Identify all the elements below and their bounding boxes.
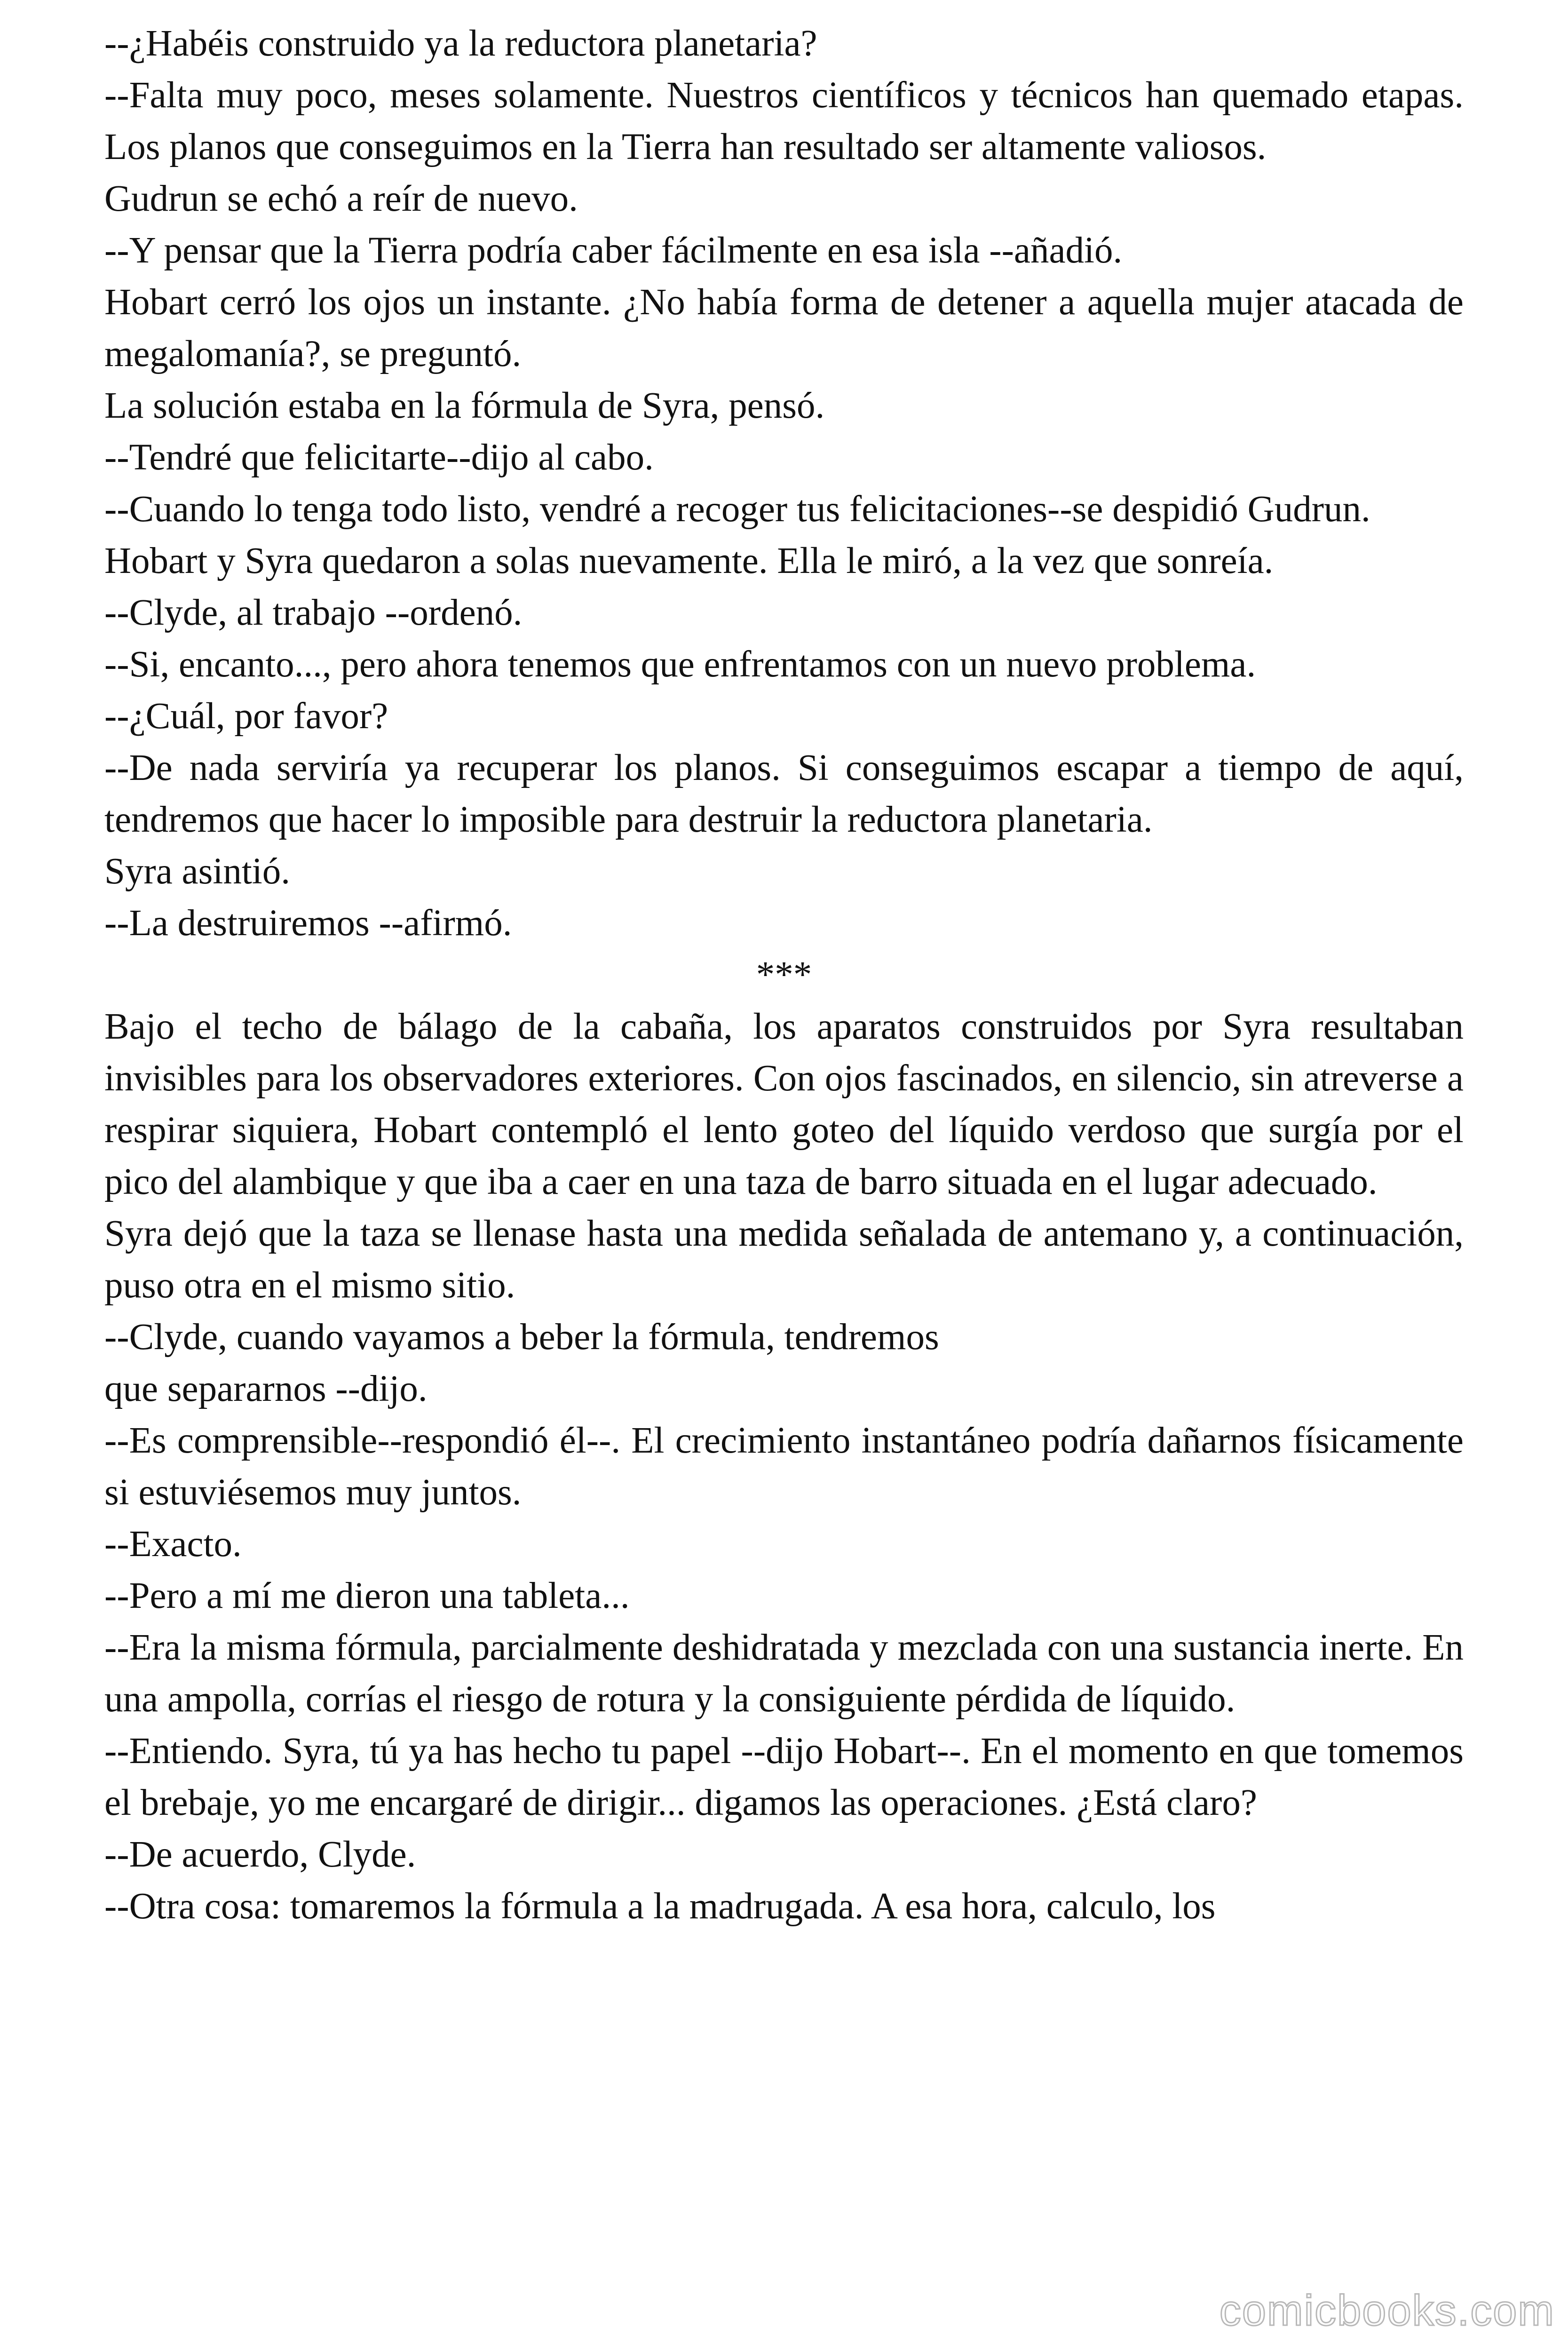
paragraph: --Falta muy poco, meses solamente. Nuestros científicos y técnicos han quemado etapas. Los planos que conseguimos en la Tierra han resultado ser altamente valiosos. [104, 75, 1464, 167]
paragraph: Gudrun se echó a reír de nuevo. [104, 178, 578, 219]
page-body [104, 18, 1464, 1932]
paragraph: --Pero a mí me dieron una tableta... [104, 1575, 630, 1616]
paragraph: --Otra cosa: tomaremos la fórmula a la madrugada. A esa hora, calculo, los [104, 1886, 1216, 1927]
paragraph: Syra dejó que la taza se llenase hasta una medida señalada de antemano y, a continuación, puso otra en el mismo sitio. [104, 1213, 1464, 1306]
paragraph: Hobart y Syra quedaron a solas nuevamente. Ella le miró, a la vez que sonreía. [104, 540, 1274, 581]
paragraph: --Clyde, cuando vayamos a beber la fórmula, tendremos [104, 1317, 939, 1358]
paragraph: --Cuando lo tenga todo listo, vendré a recoger tus felicitaciones--se despidió Gudrun. [104, 489, 1370, 530]
paragraph: --¿Cuál, por favor? [104, 696, 388, 737]
paragraph: que separarnos --dijo. [104, 1368, 428, 1409]
paragraph: Bajo el techo de bálago de la cabaña, los aparatos construidos por Syra resultaban invisibles para los observadores exteriores. Con ojos fascinados, en silencio, sin atreverse a respirar siquiera, Hobart contempló el lento goteo del líquido verdoso que surgía por el pico del alambique y que iba a caer en una taza de barro situada en el lugar adecuado. [104, 1006, 1464, 1202]
paragraph: --¿Habéis construido ya la reductora planetaria? [104, 23, 817, 64]
paragraph: --Exacto. [104, 1524, 242, 1565]
paragraph: La solución estaba en la fórmula de Syra, pensó. [104, 385, 825, 426]
paragraph: Syra asintió. [104, 851, 290, 892]
paragraph: --Es comprensible--respondió él--. El crecimiento instantáneo podría dañarnos físicamente si estuviésemos muy juntos. [104, 1420, 1464, 1513]
paragraph: --Tendré que felicitarte--dijo al cabo. [104, 437, 654, 478]
paragraph: --Y pensar que la Tierra podría caber fácilmente en esa isla --añadió. [104, 230, 1123, 271]
paragraph: --La destruiremos --afirmó. [104, 903, 512, 944]
section-separator: *** [756, 954, 812, 995]
paragraph: --Clyde, al trabajo --ordenó. [104, 592, 523, 633]
paragraph: --De acuerdo, Clyde. [104, 1834, 416, 1875]
paragraph: --Si, encanto..., pero ahora tenemos que enfrentamos con un nuevo problema. [104, 644, 1256, 685]
paragraph: --De nada serviría ya recuperar los planos. Si conseguimos escapar a tiempo de aquí, tendremos que hacer lo imposible para destruir la reductora planetaria. [104, 747, 1464, 840]
paragraph: Hobart cerró los ojos un instante. ¿No había forma de detener a aquella mujer atacada de megalomanía?, se preguntó. [104, 282, 1464, 374]
watermark: comicbooks.com [1219, 2287, 1555, 2335]
paragraph: --Era la misma fórmula, parcialmente deshidratada y mezclada con una sustancia inerte. En una ampolla, corrías el riesgo de rotura y la consiguiente pérdida de líquido. [104, 1627, 1464, 1720]
paragraph: --Entiendo. Syra, tú ya has hecho tu papel --dijo Hobart--. En el momento en que tomemos el brebaje, yo me encargaré de dirigir... digamos las operaciones. ¿Está claro? [104, 1731, 1464, 1823]
